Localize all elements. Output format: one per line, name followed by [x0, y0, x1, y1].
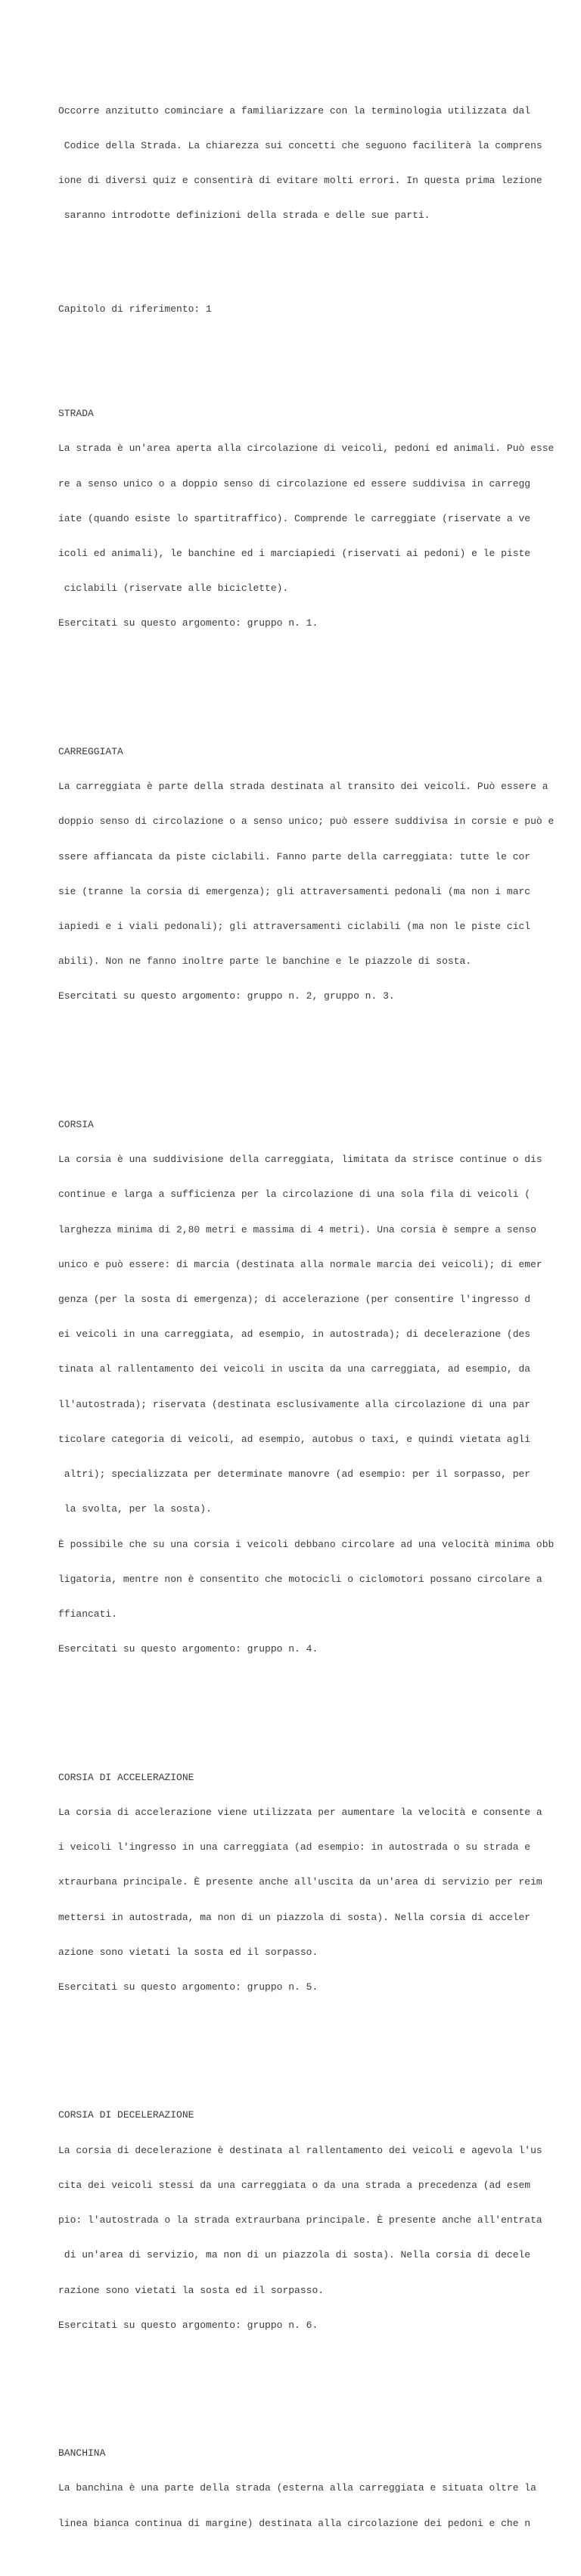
text-line: icoli ed animali), le banchine ed i marciapiedi (riservati ai pedoni) e le piste [58, 548, 531, 560]
text-line: continue e larga a sufficienza per la circolazione di una sola fila di veicoli ( [58, 1189, 531, 1201]
text-line: ei veicoli in una carreggiata, ad esempio, in autostrada); di decelerazione (des [58, 1328, 531, 1341]
exercise-reference: Esercitati su questo argomento: gruppo n. 1. [58, 617, 318, 629]
text-line: ll'autostrada); riservata (destinata esclusivamente alla circolazione di una par [58, 1398, 531, 1410]
text-line: Occorre anzitutto cominciare a familiarizzare con la terminologia utilizzata dal [58, 104, 531, 117]
text-line: La corsia di accelerazione viene utilizzata per aumentare la velocità e consente a [58, 1806, 542, 1818]
text-line: iate (quando esiste lo spartitraffico). Comprende le carreggiate (riservate a ve [58, 512, 531, 524]
text-line: sie (tranne la corsia di emergenza); gli attraversamenti pedonali (ma non i marc [58, 885, 531, 897]
text-line: larghezza minima di 2,80 metri e massima di 4 metri). Una corsia è sempre a senso [58, 1223, 536, 1235]
text-line: La strada è un'area aperta alla circolazione di veicoli, pedoni ed animali. Può esse [58, 443, 555, 455]
exercise-reference: Esercitati su questo argomento: gruppo n. 6. [58, 2319, 318, 2331]
text-line: ligatoria, mentre non è consentito che motocicli o ciclomotori possano circolare a [58, 1573, 542, 1585]
section-banchina [58, 2424, 573, 2552]
text-line: La corsia è una suddivisione della carreggiata, limitata da strisce continue o dis [58, 1154, 542, 1166]
section-title: STRADA [58, 408, 94, 420]
text-line: È possibile che su una corsia i veicoli debbano circolare ad una velocità minima obb [58, 1538, 555, 1550]
text-line: azione sono vietati la sosta ed il sorpasso. [58, 1946, 318, 1958]
exercise-reference: Esercitati su questo argomento: gruppo n. 4. [58, 1643, 318, 1655]
exercise-reference: Esercitati su questo argomento: gruppo n. 5. [58, 1981, 318, 1993]
text-line: ticolare categoria di veicoli, ad esempio, autobus o taxi, e quindi vietata agli [58, 1433, 531, 1445]
section-title: CORSIA DI ACCELERAZIONE [58, 1771, 194, 1783]
text-line: mettersi in autostrada, ma non di un piazzola di sosta). Nella corsia di acceler [58, 1911, 531, 1923]
text-line: unico e può essere: di marcia (destinata alla normale marcia dei veicoli); di emer [58, 1258, 542, 1270]
text-line: La carreggiata è parte della strada destinata al transito dei veicoli. Può essere a [58, 781, 548, 793]
text-line: la svolta, per la sosta). [58, 1503, 212, 1515]
text-line: i veicoli l'ingresso in una carreggiata (ad esempio: in autostrada o su strada e [58, 1841, 531, 1854]
text-line: tinata al rallentamento dei veicoli in uscita da una carreggiata, ad esempio, da [58, 1363, 531, 1375]
text-line: ssere affiancata da piste ciclabili. Fanno parte della carreggiata: tutte le cor [58, 850, 531, 862]
document-text [58, 58, 573, 2576]
text-line: altri); specializzata per determinate manovre (ad esempio: per il sorpasso, per [58, 1468, 531, 1481]
text-line: La banchina è una parte della strada (esterna alla carreggiata e situata oltre la [58, 2482, 536, 2494]
exercise-reference: Esercitati su questo argomento: gruppo n. 2, gruppo n. 3. [58, 990, 395, 1002]
text-line: razione sono vietati la sosta ed il sorpasso. [58, 2284, 325, 2296]
text-line: linea bianca continua di margine) destinata alla circolazione dei pedoni e che n [58, 2517, 531, 2529]
text-line: re a senso unico o a doppio senso di circolazione ed essere suddivisa in carregg [58, 477, 531, 489]
text-line: doppio senso di circolazione o a senso unico; può essere suddivisa in corsie e può e [58, 816, 555, 828]
text-line: iapiedi e i viali pedonali); gli attraversamenti ciclabili (ma non le piste cicl [58, 921, 531, 933]
section-title: CARREGGIATA [58, 745, 123, 757]
text-line: ciclabili (riservate alle biciclette). [58, 583, 289, 595]
section-title: CORSIA [58, 1118, 94, 1130]
text-line: saranno introdotte definizioni della strada e delle sue parti. [58, 210, 430, 222]
text-line: genza (per la sosta di emergenza); di accelerazione (per consentire l'ingresso d [58, 1294, 531, 1305]
text-line: ffiancati. [58, 1608, 118, 1620]
text-line: La corsia di decelerazione è destinata al rallentamento dei veicoli e agevola l'us [58, 2144, 542, 2156]
chapter-reference: Capitolo di riferimento: 1 [58, 303, 212, 315]
text-line: abili). Non ne fanno inoltre parte le banchine e le piazzole di sosta. [58, 956, 472, 968]
intro-paragraph [58, 82, 573, 245]
section-corsia [58, 1095, 573, 1678]
text-line: pio: l'autostrada o la strada extraurbana principale. È presente anche all'entrata [58, 2214, 542, 2226]
section-corsia-di-decelerazione [58, 2087, 573, 2354]
section-corsia-di-accelerazione [58, 1748, 573, 2016]
section-title: CORSIA DI DECELERAZIONE [58, 2109, 194, 2121]
text-line: xtraurbana principale. È presente anche all'uscita da un'area di servizio per reim [58, 1876, 542, 1888]
text-line: cita dei veicoli stessi da una carreggiata o da una strada a precedenza (ad esem [58, 2179, 531, 2191]
section-carreggiata [58, 722, 573, 1026]
text-line: Codice della Strada. La chiarezza sui concetti che seguono faciliterà la comprens [58, 139, 542, 151]
text-line: di un'area di servizio, ma non di un piazzola di sosta). Nella corsia di decele [58, 2249, 531, 2261]
section-strada [58, 384, 573, 652]
text-line: ione di diversi quiz e consentirà di evitare molti errori. In questa prima lezione [58, 175, 542, 187]
section-title: BANCHINA [58, 2447, 106, 2459]
